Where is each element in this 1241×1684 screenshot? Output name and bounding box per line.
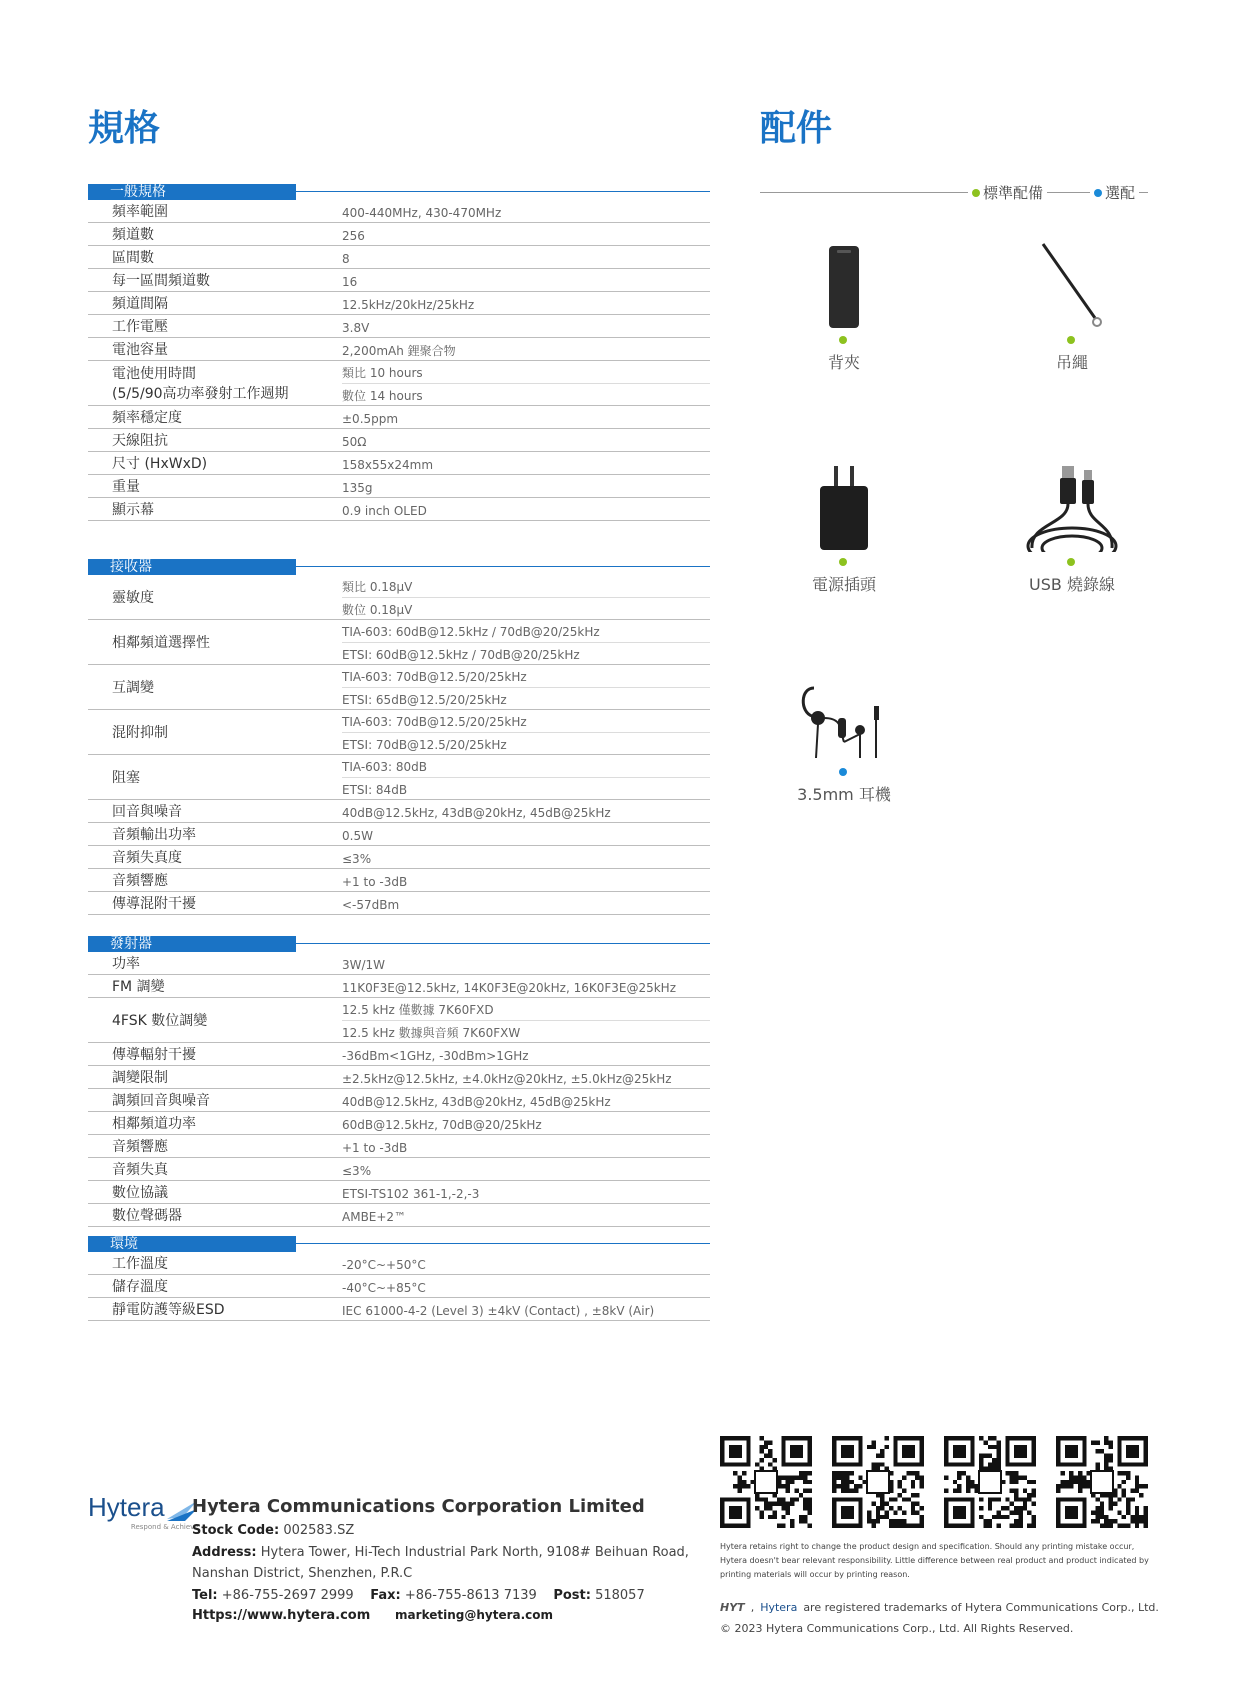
spec-row <box>88 1135 710 1158</box>
spec-label: 音頻響應 <box>112 873 168 889</box>
spec-row <box>88 575 710 620</box>
spec-label: 頻率範圍 <box>112 204 168 220</box>
spec-value: TIA-603: 60dB@12.5kHz / 70dB@20/25kHz <box>342 625 600 639</box>
spec-value: ETSI-TS102 361-1,-2,-3 <box>342 1187 480 1201</box>
spec-row <box>88 452 710 475</box>
spec-label: 4FSK 數位調變 <box>112 1013 208 1029</box>
spec-value: 3.8V <box>342 321 370 335</box>
spec-value: ETSI: 65dB@12.5/20/25kHz <box>342 687 710 709</box>
spec-row <box>88 620 710 665</box>
spec-value: +1 to -3dB <box>342 875 408 889</box>
belt-clip-icon <box>827 244 861 330</box>
spec-row <box>88 406 710 429</box>
spec-value: 2,200mAh 鋰聚合物 <box>342 344 456 358</box>
spec-row <box>88 1158 710 1181</box>
spec-value: 數位 0.18μV <box>342 597 710 619</box>
legend-optional: 選配 <box>1090 182 1139 203</box>
spec-value: 0.5W <box>342 829 373 843</box>
spec-row <box>88 710 710 755</box>
accessory-belt-clip: 背夾 <box>764 240 924 373</box>
spec-row <box>88 998 710 1043</box>
earpiece-icon <box>794 682 894 762</box>
spec-row <box>88 1112 710 1135</box>
spec-label: 每一區間頻道數 <box>112 273 210 289</box>
standard-dot-icon <box>972 189 980 197</box>
spec-label: 靈敏度 <box>112 590 154 606</box>
section-title: 環境 <box>88 1236 296 1252</box>
qr-code-icon[interactable] <box>944 1436 1036 1528</box>
spec-value: ETSI: 60dB@12.5kHz / 70dB@20/25kHz <box>342 642 710 664</box>
spec-label: 重量 <box>112 479 140 495</box>
spec-value: 158x55x24mm <box>342 458 434 472</box>
spec-label: 音頻失真度 <box>112 850 182 866</box>
spec-row <box>88 292 710 315</box>
accessories-title: 配件 <box>760 108 833 149</box>
spec-label: 顯示幕 <box>112 502 154 518</box>
spec-row <box>88 246 710 269</box>
spec-label: 工作電壓 <box>112 319 168 335</box>
spec-label: 數位聲碼器 <box>112 1208 182 1224</box>
hytera-small-logo: Hytera <box>760 1601 798 1614</box>
spec-label: 頻率穩定度 <box>112 410 182 426</box>
lanyard-icon <box>1037 240 1107 330</box>
spec-label: 數位協議 <box>112 1185 168 1201</box>
accessory-lanyard: 吊繩 <box>992 240 1152 373</box>
hytera-logo: Hytera Respond & Achieve <box>88 1492 199 1531</box>
spec-value: TIA-603: 70dB@12.5/20/25kHz <box>342 670 527 684</box>
power-adapter-icon <box>816 464 872 552</box>
accessory-usb-cable: USB 燒錄線 <box>992 462 1152 595</box>
spec-row <box>88 869 710 892</box>
address-line2: Nanshan District, Shenzhen, P.R.C <box>192 1566 413 1581</box>
contact-line: Tel: +86-755-2697 2999 Fax: +86-755-8613 7139 Post: 518057 <box>192 1588 645 1603</box>
spec-value: 400-440MHz, 430-470MHz <box>342 206 502 220</box>
spec-row <box>88 755 710 800</box>
spec-label: 相鄰頻道選擇性 <box>112 635 210 651</box>
spec-value: ETSI: 84dB <box>342 777 710 799</box>
disclaimer: Hytera retains right to change the product design and specification. Should any printing mistake occur, Hytera doesn't bear relevant responsibility. Little difference between real product and product indicated by printing materials will occur by printing reason. <box>720 1542 1149 1579</box>
spec-value: 數位 14 hours <box>342 383 710 405</box>
section-header <box>88 559 710 575</box>
optional-dot-icon <box>1094 189 1102 197</box>
spec-value: -20°C~+50°C <box>342 1258 426 1272</box>
spec-section-receiver <box>88 559 710 915</box>
spec-label: 天線阻抗 <box>112 433 168 449</box>
spec-row <box>88 892 710 915</box>
spec-label: 區間數 <box>112 250 154 266</box>
section-title: 一般規格 <box>88 184 296 200</box>
qr-code-icon[interactable] <box>1056 1436 1148 1528</box>
web-line <box>192 1608 553 1623</box>
spec-row <box>88 429 710 452</box>
spec-label: 功率 <box>112 956 140 972</box>
spec-label: 頻道數 <box>112 227 154 243</box>
spec-row <box>88 1252 710 1275</box>
spec-value: 16 <box>342 275 358 289</box>
spec-value: 3W/1W <box>342 958 386 972</box>
spec-label: 相鄰頻道功率 <box>112 1116 196 1132</box>
company-name: Hytera Communications Corporation Limited <box>192 1496 645 1517</box>
spec-row <box>88 315 710 338</box>
section-title: 接收器 <box>88 559 296 575</box>
spec-label: 尺寸 (HxWxD) <box>112 456 208 472</box>
section-title: 發射器 <box>88 936 296 952</box>
spec-row <box>88 200 710 223</box>
spec-value: 40dB@12.5kHz, 43dB@20kHz, 45dB@25kHz <box>342 1095 611 1109</box>
email-link[interactable]: marketing@hytera.com <box>395 1608 554 1622</box>
spec-label: 音頻輸出功率 <box>112 827 196 843</box>
spec-row <box>88 1089 710 1112</box>
spec-section-general <box>88 184 710 521</box>
hyt-logo: HYT <box>720 1601 745 1614</box>
accessory-earpiece: 3.5mm 耳機 <box>764 672 924 805</box>
spec-value: 0.9 inch OLED <box>342 504 427 518</box>
copyright: © 2023 Hytera Communications Corp., Ltd. All Rights Reserved. <box>720 1622 1074 1635</box>
spec-value: 50Ω <box>342 435 367 449</box>
spec-row <box>88 1181 710 1204</box>
spec-value: 11K0F3E@12.5kHz, 14K0F3E@20kHz, 16K0F3E@25kHz <box>342 981 677 995</box>
usb-cable-icon <box>1022 464 1122 552</box>
spec-row <box>88 1275 710 1298</box>
spec-label: 電池容量 <box>112 342 168 358</box>
spec-value: ≤3% <box>342 852 372 866</box>
spec-label: 音頻失真 <box>112 1162 168 1178</box>
spec-value: 類比 0.18μV <box>342 580 413 594</box>
address-line1: Address: Hytera Tower, Hi-Tech Industrial Park North, 9108# Beihuan Road, <box>192 1545 689 1560</box>
spec-row <box>88 498 710 521</box>
spec-value: ≤3% <box>342 1164 372 1178</box>
spec-value: -40°C~+85°C <box>342 1281 426 1295</box>
spec-label: 音頻響應 <box>112 1139 168 1155</box>
legend-standard: 標準配備 <box>968 182 1047 203</box>
spec-value: 12.5 kHz 僅數據 7K60FXD <box>342 1003 494 1017</box>
spec-value: TIA-603: 70dB@12.5/20/25kHz <box>342 715 527 729</box>
spec-label: 調頻回音與噪音 <box>112 1093 210 1109</box>
spec-value: AMBE+2™ <box>342 1210 407 1224</box>
spec-row <box>88 1043 710 1066</box>
spec-label: 互調變 <box>112 680 154 696</box>
spec-row <box>88 338 710 361</box>
spec-row <box>88 800 710 823</box>
spec-row <box>88 223 710 246</box>
spec-value: ±2.5kHz@12.5kHz, ±4.0kHz@20kHz, ±5.0kHz@25kHz <box>342 1072 672 1086</box>
spec-section-transmitter <box>88 936 710 1227</box>
spec-label: 工作溫度 <box>112 1256 168 1272</box>
spec-label: 阻塞 <box>112 770 140 786</box>
spec-label: 調變限制 <box>112 1070 168 1086</box>
spec-value: <-57dBm <box>342 898 400 912</box>
qr-codes <box>720 1436 1148 1528</box>
spec-label: 回音與噪音 <box>112 804 182 820</box>
spec-value: 12.5kHz/20kHz/25kHz <box>342 298 475 312</box>
qr-code-icon[interactable] <box>832 1436 924 1528</box>
spec-row <box>88 952 710 975</box>
spec-value: -36dBm<1GHz, -30dBm>1GHz <box>342 1049 529 1063</box>
section-header <box>88 936 710 952</box>
website-link[interactable]: Https://www.hytera.com <box>192 1608 371 1623</box>
spec-value: ETSI: 70dB@12.5/20/25kHz <box>342 732 710 754</box>
spec-label: 靜電防護等級ESD <box>112 1302 225 1318</box>
spec-row <box>88 1204 710 1227</box>
spec-value: 8 <box>342 252 350 266</box>
spec-row <box>88 665 710 710</box>
spec-section-environment <box>88 1236 710 1321</box>
spec-value: IEC 61000-4-2 (Level 3) ±4kV (Contact) , ±8kV (Air) <box>342 1304 655 1318</box>
spec-row <box>88 361 710 406</box>
spec-value: 135g <box>342 481 373 495</box>
spec-row <box>88 1298 710 1321</box>
spec-value: 12.5 kHz 數據與音頻 7K60FXW <box>342 1020 710 1042</box>
accessory-power-adapter: 電源插頭 <box>764 462 924 595</box>
spec-row <box>88 1066 710 1089</box>
spec-value: +1 to -3dB <box>342 1141 408 1155</box>
spec-value: 40dB@12.5kHz, 43dB@20kHz, 45dB@25kHz <box>342 806 611 820</box>
spec-label: 混附抑制 <box>112 725 168 741</box>
spec-label: 傳導輻射干擾 <box>112 1047 196 1063</box>
spec-label: FM 調變 <box>112 979 165 995</box>
spec-value: 60dB@12.5kHz, 70dB@20/25kHz <box>342 1118 542 1132</box>
spec-value: 256 <box>342 229 365 243</box>
spec-row <box>88 823 710 846</box>
trademark-line: HYT , Hytera are registered trademarks of Hytera Communications Corp., Ltd. <box>720 1601 1159 1614</box>
spec-row <box>88 975 710 998</box>
spec-row <box>88 269 710 292</box>
spec-value: 類比 10 hours <box>342 366 423 380</box>
qr-code-icon[interactable] <box>720 1436 812 1528</box>
spec-row <box>88 846 710 869</box>
section-header <box>88 1236 710 1252</box>
specs-title: 規格 <box>88 108 161 149</box>
spec-row <box>88 475 710 498</box>
stock-code: Stock Code: 002583.SZ <box>192 1523 355 1538</box>
spec-label: 頻道間隔 <box>112 296 168 312</box>
spec-label: 電池使用時間 (5/5/90高功率發射工作週期 <box>112 366 289 402</box>
spec-label: 儲存溫度 <box>112 1279 168 1295</box>
spec-value: ±0.5ppm <box>342 412 399 426</box>
section-header <box>88 184 710 200</box>
spec-value: TIA-603: 80dB <box>342 760 428 774</box>
spec-label: 傳導混附干擾 <box>112 896 196 912</box>
